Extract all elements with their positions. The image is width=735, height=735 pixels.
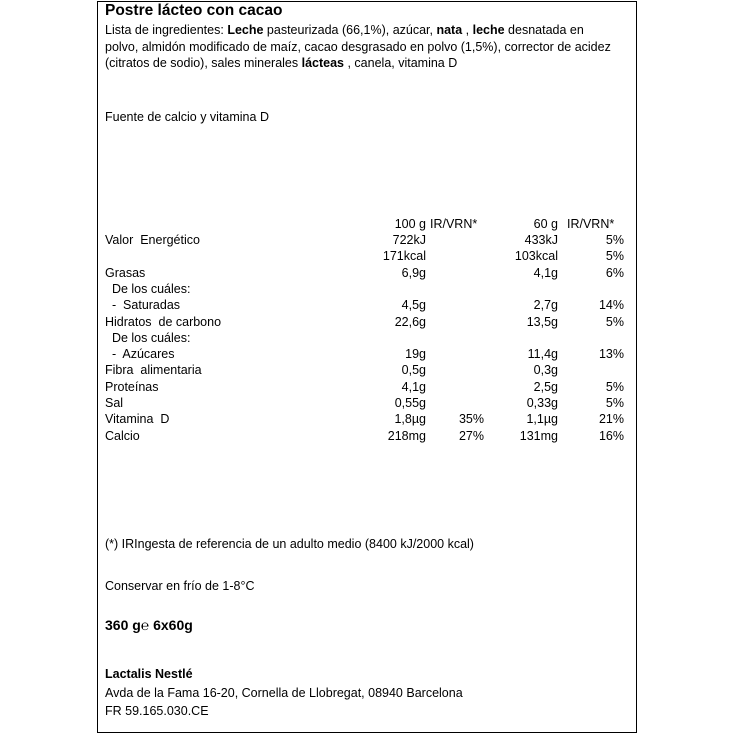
value-per-60g: 4,1g [533, 265, 558, 280]
value-per-60g: 2,7g [533, 298, 558, 313]
value-per-100g: 19g [405, 347, 426, 362]
nutrient-label: Grasas [105, 265, 146, 280]
value-per-60g: 103kcal [514, 249, 558, 264]
ir-per-60g: 21% [598, 412, 624, 427]
value-per-60g: 0,33g [526, 396, 558, 410]
ingredient-segment: , canela, vitamina D [344, 56, 458, 70]
company-registration: FR 59.165.030.CE [105, 704, 209, 718]
value-per-60g: 131mg [519, 428, 558, 443]
value-per-100g: 4,1g [401, 379, 426, 394]
footnote: (*) IRIngesta de referencia de un adulto medio (8400 kJ/2000 kcal) [105, 537, 474, 551]
nutrient-label: De los cuáles: [105, 281, 191, 296]
ingredient-segment: pasteurizada (66,1%), azúcar, [263, 23, 437, 37]
product-title: Postre lácteo con cacao [105, 2, 283, 19]
value-per-60g: 2,5g [533, 379, 558, 394]
value-per-100g: 0,55g [394, 396, 426, 410]
estimated-sign-icon: ℮ [140, 617, 150, 633]
value-per-60g: 433kJ [524, 233, 558, 247]
ingredient-segment: lácteas [301, 56, 345, 70]
ir-per-60g: 16% [598, 428, 624, 443]
ingredient-segment: leche [472, 23, 505, 37]
value-per-100g: 6,9g [401, 265, 426, 280]
nutrient-label: Calcio [105, 428, 140, 443]
value-per-100g: 1,8µg [394, 412, 426, 427]
value-per-100g: 22,6g [394, 314, 426, 329]
ir-per-100g: 27% [458, 428, 484, 443]
value-per-60g: 13,5g [526, 314, 558, 329]
ir-per-60g: 5% [605, 233, 624, 247]
value-per-100g: 722kJ [392, 233, 426, 247]
ir-per-60g: 5% [605, 249, 624, 264]
nutrient-label: Hidratos de carbono [105, 314, 222, 329]
nutrient-label: - Saturadas [105, 298, 181, 313]
ir-per-60g: 14% [598, 298, 624, 313]
ingredient-segment: nata [436, 23, 463, 37]
header-ir-60g: IR/VRN* [567, 217, 615, 231]
ingredient-segment: desnatada en polvo, almidón modificado de maíz, cacao desgrasado en polvo (1,5%), corrector de acidez (citratos de sodio), sales minerales [105, 23, 611, 70]
pack-format: 6x60g [153, 617, 193, 633]
header-per-60g: 60 g [533, 217, 558, 231]
nutrient-label: Proteínas [105, 379, 159, 394]
value-per-60g: 0,3g [533, 363, 558, 378]
header-ir-100g: IR/VRN* [430, 217, 478, 231]
value-per-60g: 1,1µg [526, 412, 558, 427]
nutrition-claim: Fuente de calcio y vitamina D [105, 110, 269, 124]
nutrient-label: Sal [105, 396, 124, 410]
nutrient-label: - Azúcares [105, 347, 175, 362]
ingredient-segment: , [462, 23, 473, 37]
ingredient-segment: Leche [227, 23, 264, 37]
ir-per-60g: 5% [605, 379, 624, 394]
storage-instructions: Conservar en frío de 1-8°C [105, 579, 255, 593]
company-name: Lactalis Nestlé [105, 667, 193, 681]
ir-per-100g: 35% [458, 412, 484, 427]
ingredient-segment: Lista de ingredientes: [105, 23, 228, 37]
nutrient-label: De los cuáles: [105, 330, 191, 345]
value-per-60g: 11,4g [527, 347, 558, 362]
value-per-100g: 218mg [387, 428, 426, 443]
ingredients-list [105, 22, 615, 72]
ir-per-60g: 5% [605, 396, 624, 410]
value-per-100g: 4,5g [401, 298, 426, 313]
nutrient-label: Valor Energético [105, 233, 200, 247]
nutrient-label: Vitamina D [105, 412, 170, 427]
nutrient-label: Fibra alimentaria [105, 363, 202, 378]
ir-per-60g: 5% [605, 314, 624, 329]
ir-per-60g: 13% [598, 347, 624, 362]
company-address: Avda de la Fama 16-20, Cornella de Llobregat, 08940 Barcelona [105, 686, 463, 700]
value-per-100g: 171kcal [382, 249, 426, 264]
net-weight-line [105, 617, 193, 633]
value-per-100g: 0,5g [401, 363, 426, 378]
header-per-100g: 100 g [394, 217, 426, 231]
net-weight: 360 g [105, 617, 141, 633]
ir-per-60g: 6% [605, 265, 624, 280]
